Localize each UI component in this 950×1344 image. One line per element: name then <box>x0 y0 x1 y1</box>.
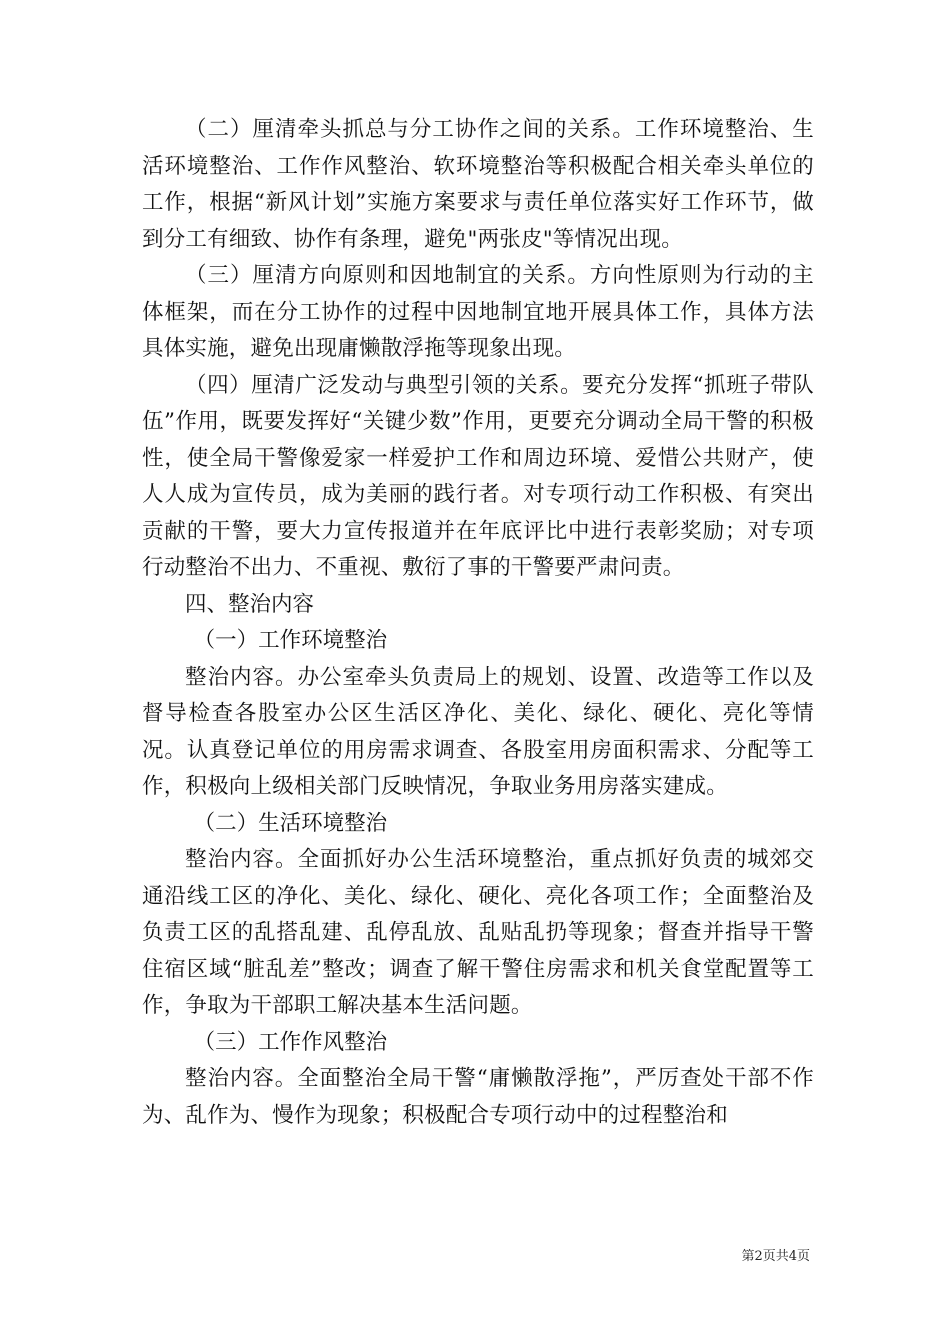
paragraph-clarify-direction-and-local: （三）厘清方向原则和因地制宜的关系。方向性原则为行动的主体框架，而在分工协作的过程中因地制宜地开展具体工作，具体方法具体实施，避免出现庸懒散浮拖等现象出现。 <box>142 263 814 361</box>
section-heading-rectification-content: 四、整治内容 <box>185 591 315 617</box>
subheading-work-environment: （一）工作环境整治 <box>193 628 388 653</box>
paragraph-clarify-mobilization-and-example: （四）厘清广泛发动与典型引领的关系。要充分发挥“抓班子带队伍”作用，既要发挥好“关键少数”作用，更要充分调动全局干警的积极性，使全局干警像爱家一样爱护工作和周边环境、爱惜公共财产，使人人成为宣传员，成为美丽的践行者。对专项行动工作积极、有突出贡献的干警，要大力宣传报道并在年底评比中进行表彰奖励；对专项行动整治不出力、不重视、敷衍了事的干警要严肃问责。 <box>142 372 814 580</box>
paragraph-living-environment-content: 整治内容。全面抓好办公生活环境整治，重点抓好负责的城郊交通沿线工区的净化、美化、绿化、硬化、亮化各项工作；全面整治及负责工区的乱搭乱建、乱停乱放、乱贴乱扔等现象；督查并指导干警住宿区域“脏乱差”整改；调查了解干警住房需求和机关食堂配置等工作，争取为干部职工解决基本生活问题。 <box>142 847 814 1018</box>
subheading-work-style: （三）工作作风整治 <box>193 1029 388 1055</box>
page-number-footer: 第2页共4页 <box>741 1249 810 1264</box>
paragraph-clarify-lead-and-division: （二）厘清牵头抓总与分工协作之间的关系。工作环境整治、生活环境整治、工作作风整治、软环境整治等积极配合相关牵头单位的工作，根据“新风计划”实施方案要求与责任单位落实好工作环节，做到分工有细致、协作有条理，避免"两张皮"等情况出现。 <box>142 117 814 252</box>
paragraph-work-environment-content: 整治内容。办公室牵头负责局上的规划、设置、改造等工作以及督导检查各股室办公区生活区净化、美化、绿化、硬化、亮化等情况。认真登记单位的用房需求调查、各股室用房面积需求、分配等工作，积极向上级相关部门反映情况，争取业务用房落实建成。 <box>142 664 814 799</box>
document-body <box>142 112 814 1134</box>
paragraph-work-style-content: 整治内容。全面整治全局干警“庸懒散浮拖”，严厉查处干部不作为、乱作为、慢作为现象；积极配合专项行动中的过程整治和 <box>142 1066 814 1128</box>
subheading-living-environment: （二）生活环境整治 <box>193 810 388 836</box>
